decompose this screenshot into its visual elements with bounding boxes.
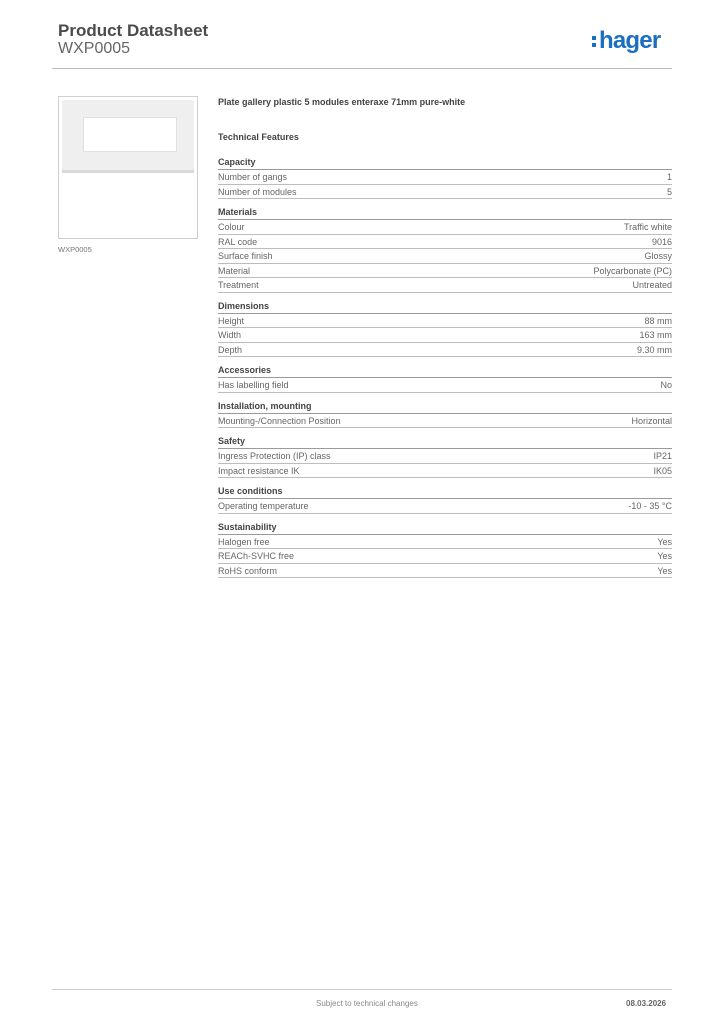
spec-label: RoHS conform	[218, 565, 278, 576]
spec-row	[218, 499, 672, 514]
spec-label: Ingress Protection (IP) class	[218, 451, 331, 461]
spec-label: Has labelling field	[218, 380, 289, 390]
spec-label: Treatment	[218, 280, 259, 290]
spec-label: Height	[218, 315, 245, 326]
spec-section	[218, 435, 672, 478]
spec-label: Number of modules	[218, 186, 297, 197]
spec-row	[218, 464, 672, 479]
section-title: Materials	[218, 206, 672, 220]
spec-row	[218, 328, 672, 343]
spec-row	[218, 264, 672, 279]
spec-label: Halogen free	[218, 536, 270, 547]
spec-value: 5	[666, 186, 672, 197]
spec-section	[218, 156, 672, 199]
spec-row	[218, 564, 672, 579]
logo-text: hager	[599, 27, 661, 54]
page-title: Product Datasheet	[58, 21, 209, 40]
spec-label: Impact resistance IK	[218, 465, 300, 476]
spec-row	[218, 220, 672, 235]
spec-value: 9016	[651, 236, 672, 247]
spec-value: -10 - 35 °C	[628, 501, 672, 511]
spec-value: Yes	[657, 565, 672, 576]
spec-value: 1	[666, 172, 672, 182]
spec-value: Traffic white	[623, 222, 672, 232]
spec-row	[218, 449, 672, 464]
spec-label: REACh-SVHC free	[218, 551, 295, 561]
section-title: Dimensions	[218, 300, 672, 314]
spec-label: RAL code	[218, 236, 258, 247]
spec-section	[218, 485, 672, 514]
spec-section	[218, 206, 672, 293]
spec-value: IK05	[653, 465, 672, 476]
spec-content	[218, 95, 672, 578]
section-title: Use conditions	[218, 485, 672, 499]
spec-value: 88 mm	[644, 315, 672, 326]
hager-logo	[592, 27, 660, 55]
technical-features-heading: Technical Features	[218, 132, 299, 142]
spec-value: Yes	[657, 536, 672, 547]
spec-value: 9.30 mm	[636, 344, 672, 355]
spec-value: Untreated	[632, 280, 672, 290]
footer-date: 08.03.2026	[626, 999, 667, 1008]
spec-row	[218, 343, 672, 358]
spec-value: Yes	[657, 551, 672, 561]
spec-row	[218, 314, 672, 329]
spec-label: Mounting-/Connection Position	[218, 415, 341, 426]
spec-row	[218, 235, 672, 250]
spec-row	[218, 414, 672, 429]
spec-value: Glossy	[644, 251, 672, 261]
spec-label: Operating temperature	[218, 501, 309, 511]
section-title: Safety	[218, 435, 672, 449]
section-title: Capacity	[218, 156, 672, 170]
plate-edge	[62, 170, 194, 173]
spec-section	[218, 364, 672, 393]
spec-row	[218, 170, 672, 185]
spec-label: Width	[218, 330, 242, 340]
section-title: Installation, mounting	[218, 400, 672, 414]
spec-row	[218, 278, 672, 293]
spec-row	[218, 185, 672, 200]
product-image	[58, 96, 198, 239]
spec-row	[218, 549, 672, 564]
spec-row	[218, 378, 672, 393]
spec-row	[218, 535, 672, 550]
footer-note: Subject to technical changes	[316, 999, 418, 1008]
spec-label: Surface finish	[218, 251, 273, 261]
spec-section	[218, 521, 672, 579]
plate-opening	[83, 117, 177, 152]
spec-label: Material	[218, 265, 251, 276]
spec-value: 163 mm	[639, 330, 672, 340]
header-divider	[52, 68, 672, 69]
spec-label: Colour	[218, 222, 245, 232]
image-caption: WXP0005	[58, 245, 92, 254]
spec-value: Polycarbonate (PC)	[593, 265, 672, 276]
spec-label: Number of gangs	[218, 172, 288, 182]
spec-row	[218, 249, 672, 264]
logo-colon-icon	[592, 34, 596, 48]
spec-value: No	[660, 380, 672, 390]
spec-value: IP21	[653, 451, 672, 461]
section-title: Sustainability	[218, 521, 672, 535]
footer-divider	[52, 989, 672, 990]
spec-section	[218, 400, 672, 429]
spec-section	[218, 300, 672, 358]
cover-plate	[62, 100, 194, 170]
product-code: WXP0005	[58, 40, 131, 57]
product-title: Plate gallery plastic 5 modules enteraxe 71mm pure-white	[218, 97, 466, 107]
spec-label: Depth	[218, 344, 243, 355]
spec-value: Horizontal	[631, 415, 672, 426]
section-title: Accessories	[218, 364, 672, 378]
spec-sections	[218, 156, 672, 578]
